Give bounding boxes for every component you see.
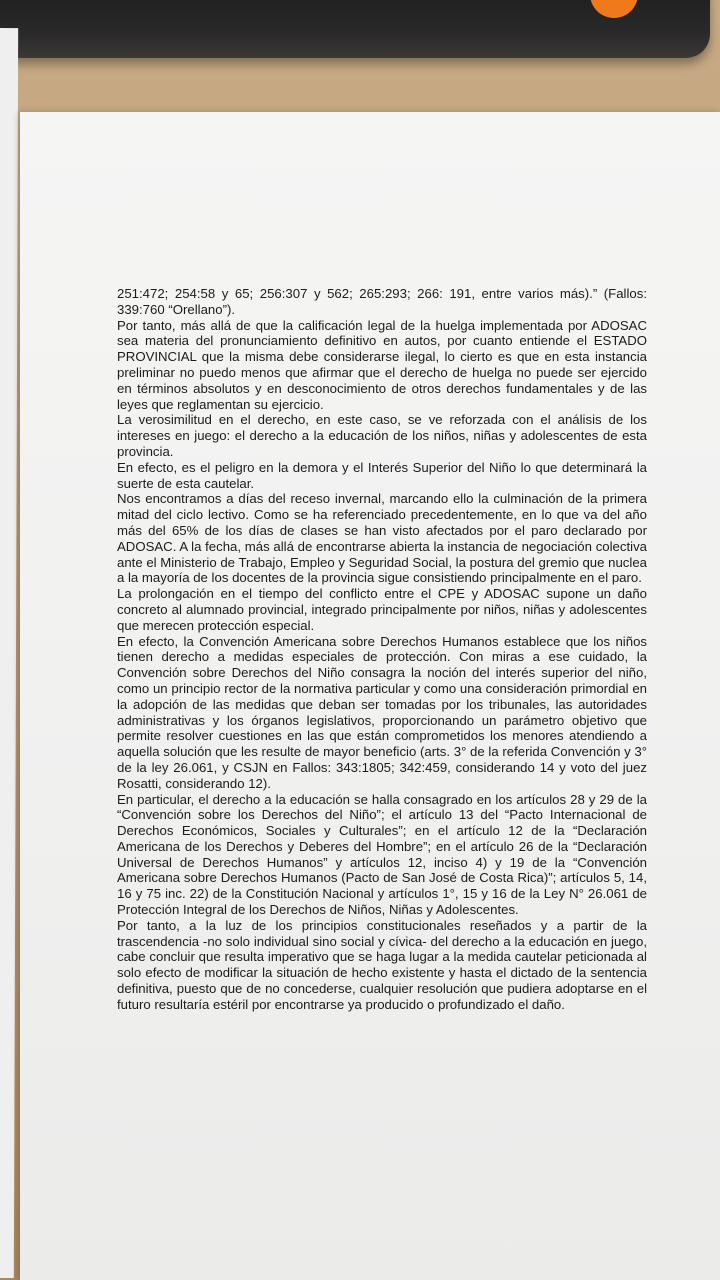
paragraph-4: En efecto, es el peligro en la demora y el Interés Superior del Niño lo que determinará la suerte de esta cautelar. — [117, 459, 647, 491]
paragraph-7: En efecto, la Convención Americana sobre Derechos Humanos establece que los niños tienen derecho a medidas especiales de protección. Con miras a ese cuidado, la Convención sobre Derechos del Niño consagra la noción del interés superior del niño, como un principio rector de la normativa particular y como una consideración primordial en la adopción de las medidas que deban ser tomadas por los tribunales, las autoridades administrativas y los órganos legislativos, proporcionando un parámetro objetivo que permite resolver cuestiones en las que están comprometidos los menores atendiendo a aquella solución que les resulte de mayor beneficio (arts. 3° de la referida Convención y 3° de la ley 26.061, y CSJN en Fallos: 343:1805; 342:459, considerando 14 y voto del juez Rosatti, considerando 12). — [117, 633, 647, 791]
paragraph-9: Por tanto, a la luz de los principios constitucionales reseñados y a partir de la trascendencia -no solo individual sino social y cívica- del derecho a la educación en juego, cabe concluir que resulta imperativo que se haga lugar a la medida cautelar peticionada al solo efecto de modificar la situación de hecho existente y hasta el dictado de la sentencia definitiva, puesto que de no concederse, cualquier resolución que pudiera adoptarse en el futuro resultaría estéril por encontrarse ya producido o profundizado el daño. — [117, 917, 647, 1012]
paragraph-2: Por tanto, más allá de que la calificación legal de la huelga implementada por ADOSAC sea materia del pronunciamiento definitivo en autos, por cuanto entiende el ESTADO PROVINCIAL que la misma debe considerarse ilegal, lo cierto es que en esta instancia preliminar no puedo menos que afirmar que el derecho de huelga no puede ser ejercido en términos absolutos y en desconocimiento de otros derechos fundamentales y de las leyes que reglamentan su ejercicio. — [117, 317, 647, 412]
document-body — [117, 286, 647, 1013]
paragraph-8: En particular, el derecho a la educación se halla consagrado en los artículos 28 y 29 de la “Convención sobre los Derechos del Niño”; el artículo 13 del “Pacto Internacional de Derechos Económicos, Sociales y Culturales”; en el artículo 12 de la “Declaración Americana de los Derechos y Deberes del Hombre”; en el artículo 26 de la “Declaración Universal de Derechos Humanos” y artículos 12, inciso 4) y 19 de la “Convención Americana sobre Derechos Humanos (Pacto de San José de Costa Rica)”; artículos 5, 14, 16 y 75 inc. 22) de la Constitución Nacional y artículos 1°, 15 y 16 de la Ley N° 26.061 de Protección Integral de los Derechos de Niños, Niñas y Adolescentes. — [117, 791, 647, 918]
paragraph-1: 251:472; 254:58 y 65; 256:307 y 562; 265:293; 266: 191, entre varios más).” (Fallos: 339:760 “Orellano”). — [117, 286, 647, 317]
paragraph-5: Nos encontramos a días del receso invernal, marcando ello la culminación de la primera mitad del ciclo lectivo. Como se ha referenciado precedentemente, en lo que va del año más del 65% de los días de clases se han visto afectados por el paro declarado por ADOSAC. A la fecha, más allá de encontrarse abierta la instancia de negociación colectiva ante el Ministerio de Trabajo, Empleo y Seguridad Social, la postura del gremio que nuclea a la mayoría de los docentes de la provincia sigue consistiendo principalmente en el paro. — [117, 491, 648, 586]
paragraph-6: La prolongación en el tiempo del conflicto entre el CPE y ADOSAC supone un daño concreto al alumnado provincial, integrado principalmente por niños, niñas y adolescentes que merecen protección especial. — [117, 586, 647, 633]
paragraph-3: La verosimilitud en el derecho, en este caso, se ve reforzada con el análisis de los intereses en juego: el derecho a la educación de los niños, niñas y adolescentes de esta provincia. — [117, 412, 647, 459]
